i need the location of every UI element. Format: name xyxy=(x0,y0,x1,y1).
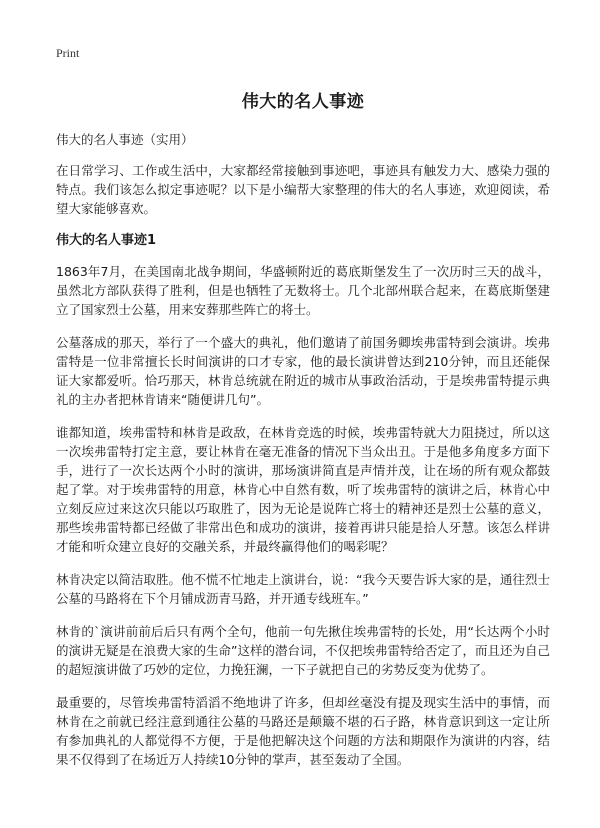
body-paragraph: 林肯决定以简洁取胜。他不慌不忙地走上演讲台，说：“我今天要告诉大家的是，通往烈士公墓的马路将在下个月铺成沥青马路，并开通专线班车。” xyxy=(56,572,550,606)
print-label: Print xyxy=(56,46,80,60)
body-paragraph: 最重要的，尽管埃弗雷特滔滔不绝地讲了许多，但却丝毫没有提及现实生活中的事情，而林肯在之前就已经注意到通往公墓的马路还是颠簸不堪的石子路，林肯意识到这一定让所有参加典礼的人都觉得不方便，于是他把解决这个问题的方法和期限作为演讲的内容，结果不仅得到了在场近万人持续10分钟的掌声，甚至轰动了全国。 xyxy=(56,695,550,767)
document-title: 伟大的名人事迹 xyxy=(241,92,365,112)
body-paragraph: 公墓落成的那天，举行了一个盛大的典礼，他们邀请了前国务卿埃弗雷特到会演讲。埃弗雷特是一位非常擅长长时间演讲的口才专家，他的最长演讲曾达到210分钟，而且还能保证大家都爱听。恰巧那天，林肯总统就在附近的城市从事政治活动，于是埃弗雷特提示典礼的主办者把林肯请来“随便讲几句”。 xyxy=(56,335,550,407)
body-paragraph: 1863年7月，在美国南北战争期间，华盛顿附近的葛底斯堡发生了一次历时三天的战斗，虽然北方部队获得了胜利，但是也牺牲了无数将士。几个北部州联合起来，在葛底斯堡建立了国家烈士公墓，用来安葬那些阵亡的将士。 xyxy=(56,264,550,317)
section-heading: 伟大的名人事迹1 xyxy=(56,233,157,248)
body-paragraph: 谁都知道，埃弗雷特和林肯是政敌，在林肯竞选的时候，埃弗雷特就大力阻挠过，所以这一次埃弗雷特打定主意，要让林肯在毫无准备的情况下当众出丑。于是他多角度多方面下手，进行了一次长达两个小时的演讲，那场演讲简直是声情并茂，让在场的所有观众都鼓起了掌。对于埃弗雷特的用意，林肯心中自然有数，听了埃弗雷特的演讲之后，林肯心中立刻反应过来这次只能以巧取胜了，因为无论是说阵亡将士的精神还是烈士公墓的意义，那些埃弗雷特都已经做了非常出色和成功的演讲，接着再讲只能是拾人牙慧。该怎么样讲才能和听众建立良好的交融关系，并最终赢得他们的喝彩呢？ xyxy=(56,425,550,554)
document-subtitle: 伟大的名人事迹（实用） xyxy=(56,132,194,147)
body-paragraph: 林肯的`演讲前前后后只有两个全句，他前一句先揪住埃弗雷特的长处，用“长达两个小时的演讲无疑是在浪费大家的生命”这样的潜台词，不仅把埃弗雷特给否定了，而且还为自己的超短演讲做了巧妙的定位，力挽狂澜，一下子就把自己的劣势反变为优势了。 xyxy=(56,624,550,677)
intro-paragraph: 在日常学习、工作或生活中，大家都经常接触到事迹吧，事迹具有触发力大、感染力强的特点。我们该怎么拟定事迹呢？以下是小编帮大家整理的伟大的名人事迹，欢迎阅读，希望大家能够喜欢。 xyxy=(56,163,550,216)
